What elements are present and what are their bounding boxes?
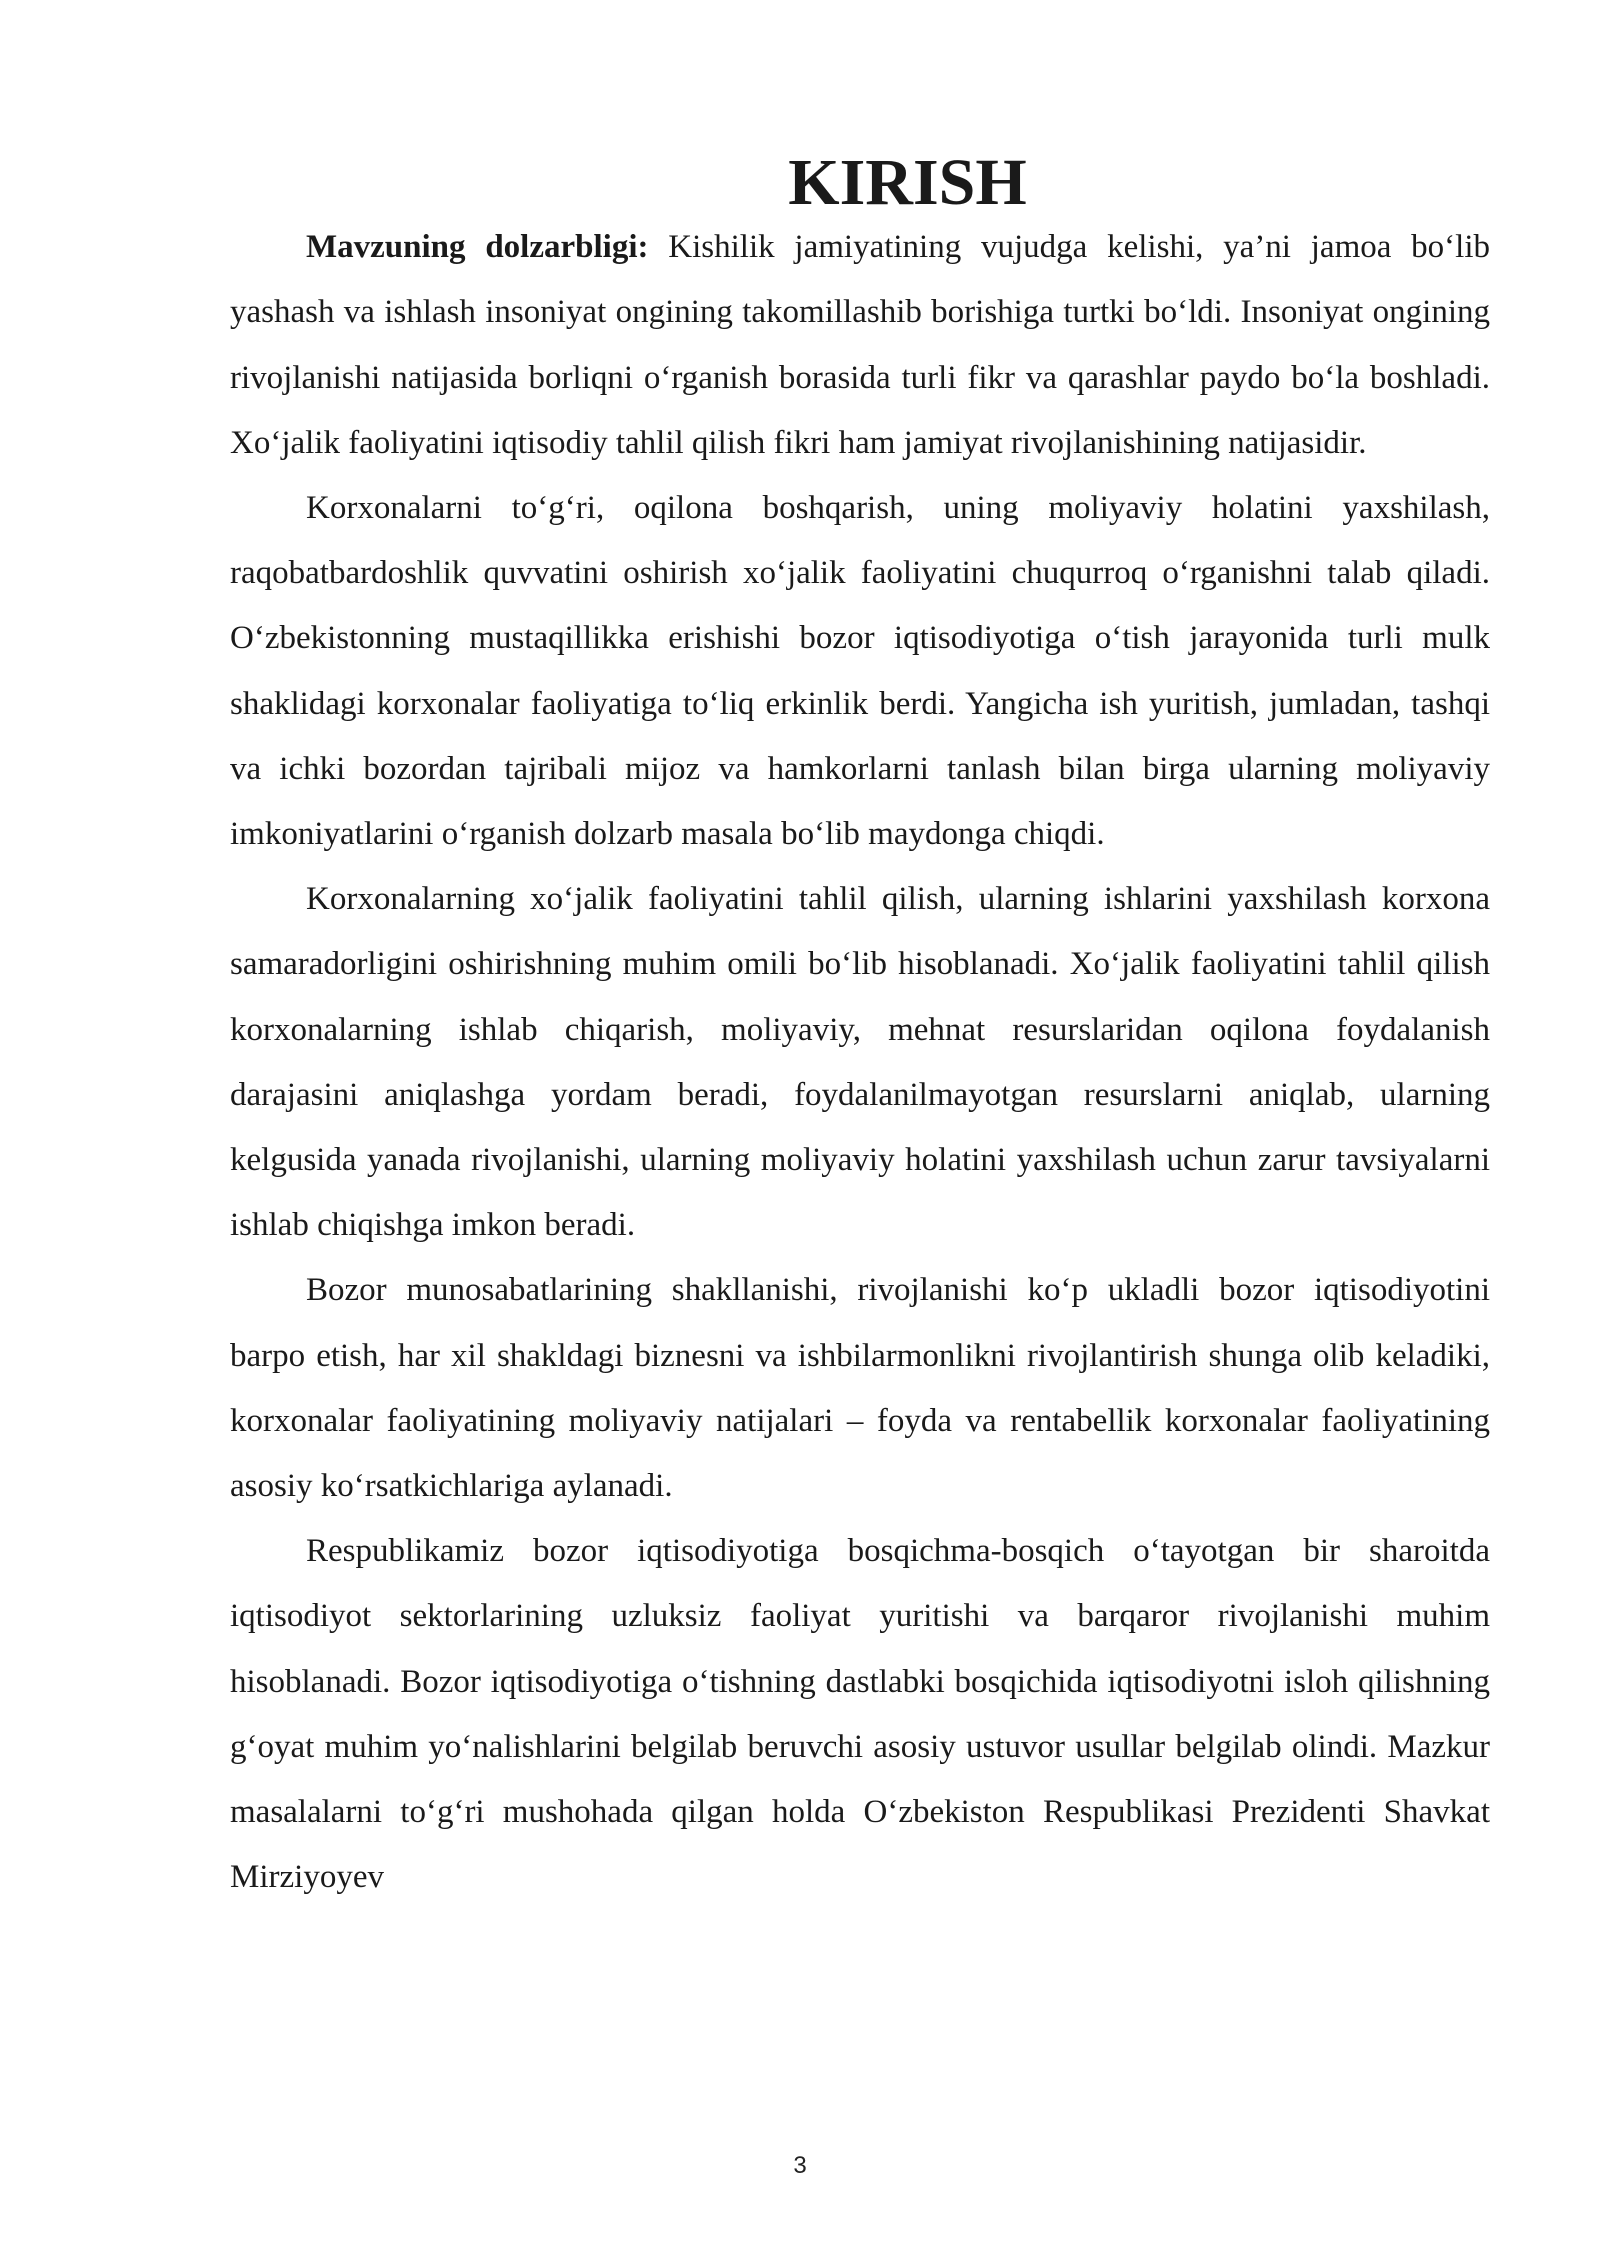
paragraph: Korxonalarning xo‘jalik faoliyatini tahlil qilish, ularning ishlarini yaxshilash korxona samaradorligini oshirishning muhim omili bo‘lib hisoblanadi. Xo‘jalik faoliyatini tahlil qilish korxonalarning ishlab chiqarish, moliyaviy, mehnat resurslaridan oqilona foydalanish darajasini aniqlashga yordam beradi, foydalanilmayotgan resurslarni aniqlab, ularning kelgusida yanada rivojlanishi, ularning moliyaviy holatini yaxshilash uchun zarur tavsiyalarni ishlab chiqishga imkon beradi. xyxy=(230,881,1490,1244)
page-number: 3 xyxy=(793,2152,807,2179)
paragraph: Bozor munosabatlarining shakllanishi, rivojlanishi ko‘p ukladli bozor iqtisodiyotini barpo etish, har xil shakldagi biznesni va ishbilarmonlikni rivojlantirish shunga olib keladiki, korxonalar faoliyatining moliyaviy natijalari – foyda va rentabellik korxonalar faoliyatining asosiy ko‘rsatkichlariga aylanadi. xyxy=(230,1272,1490,1505)
paragraph-relevance xyxy=(230,215,1490,476)
body-text xyxy=(230,146,1490,1910)
section-heading: KIRISH xyxy=(788,146,1027,219)
paragraph: Korxonalarni to‘g‘ri, oqilona boshqarish, uning moliyaviy holatini yaxshilash, raqobatbardoshlik quvvatini oshirish xo‘jalik faoliyatini chuqurroq o‘rganishni talab qiladi. O‘zbekistonning mustaqillikka erishishi bozor iqtisodiyotiga o‘tish jarayonida turli mulk shaklidagi korxonalar faoliyatiga to‘liq erkinlik berdi. Yangicha ish yuritish, jumladan, tashqi va ichki bozordan tajribali mijoz va hamkorlarni tanlash bilan birga ularning moliyaviy imkoniyatlarini o‘rganish dolzarb masala bo‘lib maydonga chiqdi. xyxy=(230,490,1490,853)
relevance-label: Mavzuning dolzarbligi: xyxy=(306,229,649,266)
paragraph-text: Kishilik jamiyatining vujudga kelishi, ya’ni jamoa bo‘lib yashash va ishlash insoniyat ongining takomillashib borishiga turtki bo‘ldi. Insoniyat ongining rivojlanishi natijasida borliqni o‘rganish borasida turli fikr va qarashlar paydo bo‘la boshladi. Xo‘jalik faoliyatini iqtisodiy tahlil qilish fikri ham jamiyat rivojlanishining natijasidir. xyxy=(230,229,1490,461)
paragraph: Respublikamiz bozor iqtisodiyotiga bosqichma-bosqich o‘tayotgan bir sharoitda iqtisodiyot sektorlarining uzluksiz faoliyat yuritishi va barqaror rivojlanishi muhim hisoblanadi. Bozor iqtisodiyotiga o‘tishning dastlabki bosqichida iqtisodiyotni isloh qilishning g‘oyat muhim yo‘nalishlarini belgilab beruvchi asosiy ustuvor usullar belgilab olindi. Mazkur masalalarni to‘g‘ri mushohada qilgan holda O‘zbekiston Respublikasi Prezidenti Shavkat Mirziyoyev xyxy=(230,1533,1490,1896)
